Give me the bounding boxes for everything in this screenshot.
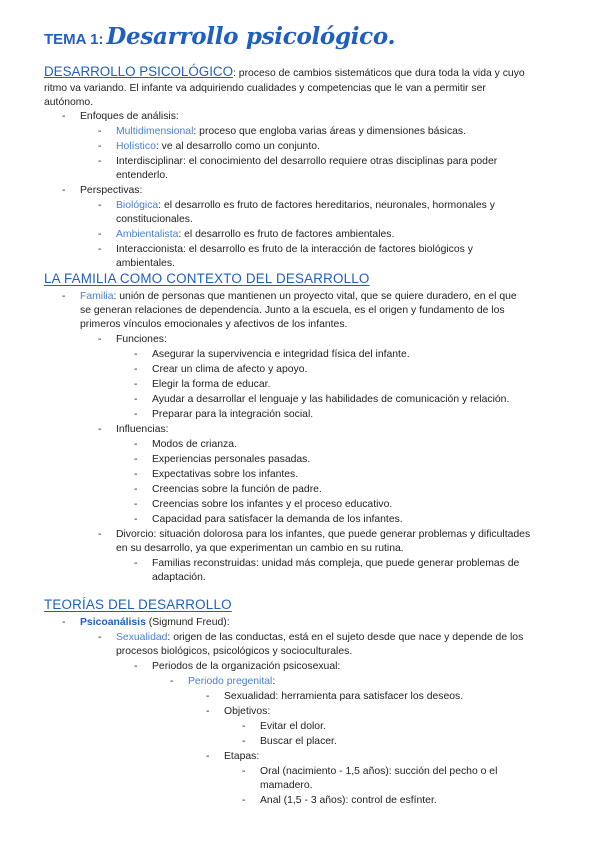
bullet-dash: - [206,691,210,702]
bullet-dash: - [134,439,138,450]
list-item-interdisciplinar: Interdisciplinar: el conocimiento del desarrollo requiere otras disciplinas para poder [116,156,498,167]
psicoanalisis-line: Psicoanálisis (Sigmund Freud): [80,617,230,628]
s1-intro-line1: DESARROLLO PSICOLÓGICO: proceso de cambios sistemáticos que dura toda la vida y cuyo [44,64,525,79]
list-item-interaccionista-cont: ambientales. [116,258,175,269]
divorcio-line1: Divorcio: situación dolorosa para los infantes, que puede generar problemas y dificultades [116,529,531,540]
familias-line1: Familias reconstruidas: unidad más compleja, que puede generar problemas de [152,558,520,569]
bullet-dash: - [134,514,138,525]
sexualidad-line1: Sexualidad: origen de las conductas, está en el sujeto desde que nace y depende de los [116,632,524,643]
familia-line3: primeros vínculos emocionales y afectivos de los infantes. [80,319,348,330]
familias-line2: adaptación. [152,572,206,583]
list-item: Asegurar la supervivencia e integridad física del infante. [152,349,410,360]
list-item: Ayudar a desarrollar el lenguaje y las habilidades de comunicación y relación. [152,394,510,405]
title-prefix: TEMA 1: [44,31,104,48]
list-item: Evitar el dolor. [260,721,326,732]
periodos-label: Periodos de la organización psicosexual: [152,661,341,672]
bullet-dash: - [62,291,66,302]
bullet-dash: - [62,111,66,122]
bullet-dash: - [98,424,102,435]
funciones-label: Funciones: [116,334,167,345]
bullet-dash: - [98,229,102,240]
list-item-biologica-cont: constitucionales. [116,214,193,225]
bullet-dash: - [242,736,246,747]
bullet-dash: - [98,244,102,255]
bullet-dash: - [134,379,138,390]
document-title [44,23,396,50]
s2-heading: LA FAMILIA COMO CONTEXTO DEL DESARROLLO [44,271,370,286]
list-item-interdisciplinar-cont: entenderlo. [116,170,168,181]
familia-line1: Familia: unión de personas que mantienen un proyecto vital, que se quiere duradero, en el que [80,291,517,302]
bullet-dash: - [134,469,138,480]
bullet-dash: - [134,409,138,420]
bullet-dash: - [98,141,102,152]
etapa-oral-line2: mamadero. [260,780,313,791]
enfoques-label: Enfoques de análisis: [80,111,179,122]
list-item: Crear un clima de afecto y apoyo. [152,364,308,375]
perspectivas-label: Perspectivas: [80,185,143,196]
list-item: Creencias sobre la función de padre. [152,484,322,495]
list-item: Expectativas sobre los infantes. [152,469,299,480]
bullet-dash: - [98,200,102,211]
etapas-label: Etapas: [224,751,260,762]
list-item: Experiencias personales pasadas. [152,454,311,465]
influencias-label: Influencias: [116,424,169,435]
bullet-dash: - [134,454,138,465]
familia-line2: se generan relaciones de dependencia. Junto a la escuela, es el origen y fundamento de los [80,305,505,316]
list-item: Buscar el placer. [260,736,337,747]
bullet-dash: - [134,364,138,375]
s1-intro-line2: ritmo va variando. El infante va adquiriendo cualidades y competencias que le van a permitir ser [44,83,486,94]
s1-intro-line3: autónomo. [44,97,94,108]
list-item: Creencias sobre los infantes y el proceso educativo. [152,499,393,510]
bullet-dash: - [206,751,210,762]
list-item-interaccionista: Interaccionista: el desarrollo es fruto de la interacción de factores biológicos y [116,244,473,255]
objetivos-label: Objetivos: [224,706,271,717]
bullet-dash: - [98,156,102,167]
bullet-dash: - [98,529,102,540]
bullet-dash: - [134,484,138,495]
bullet-dash: - [242,795,246,806]
bullet-dash: - [134,558,138,569]
bullet-dash: - [98,126,102,137]
etapa-anal: Anal (1,5 - 3 años): control de esfínter. [260,795,437,806]
list-item: Elegir la forma de educar. [152,379,271,390]
divorcio-line2: en su desarrollo, ya que experimentan un cambio en su rutina. [116,543,404,554]
list-item: Modos de crianza. [152,439,237,450]
bullet-dash: - [206,706,210,717]
bullet-dash: - [98,334,102,345]
sexualidad-line2: procesos biológicos, psicológicos y socioculturales. [116,646,353,657]
bullet-dash: - [242,766,246,777]
bullet-dash: - [62,185,66,196]
list-item-biologica: Biológica: el desarrollo es fruto de factores hereditarios, neuronales, hormonales y [116,200,495,211]
periodo-pregenital: Periodo pregenital: [188,676,276,687]
list-item: Sexualidad: herramienta para satisfacer los deseos. [224,691,464,702]
list-item-ambientalista: Ambientalista: el desarrollo es fruto de factores ambientales. [116,229,395,240]
bullet-dash: - [62,617,66,628]
bullet-dash: - [98,632,102,643]
bullet-dash: - [134,394,138,405]
bullet-dash: - [134,661,138,672]
bullet-dash: - [134,499,138,510]
etapa-oral-line1: Oral (nacimiento - 1,5 años): succión del pecho o el [260,766,498,777]
list-item-multidimensional: Multidimensional: proceso que engloba varias áreas y dimensiones básicas. [116,126,467,137]
bullet-dash: - [170,676,174,687]
s3-heading: TEORÍAS DEL DESARROLLO [44,597,232,612]
list-item: Preparar para la integración social. [152,409,314,420]
title-main: Desarrollo psicológico. [106,23,396,50]
list-item: Capacidad para satisfacer la demanda de los infantes. [152,514,403,525]
bullet-dash: - [134,349,138,360]
s1-heading: DESARROLLO PSICOLÓGICO [44,64,234,79]
bullet-dash: - [242,721,246,732]
list-item-holistico: Holístico: ve al desarrollo como un conjunto. [116,141,320,152]
